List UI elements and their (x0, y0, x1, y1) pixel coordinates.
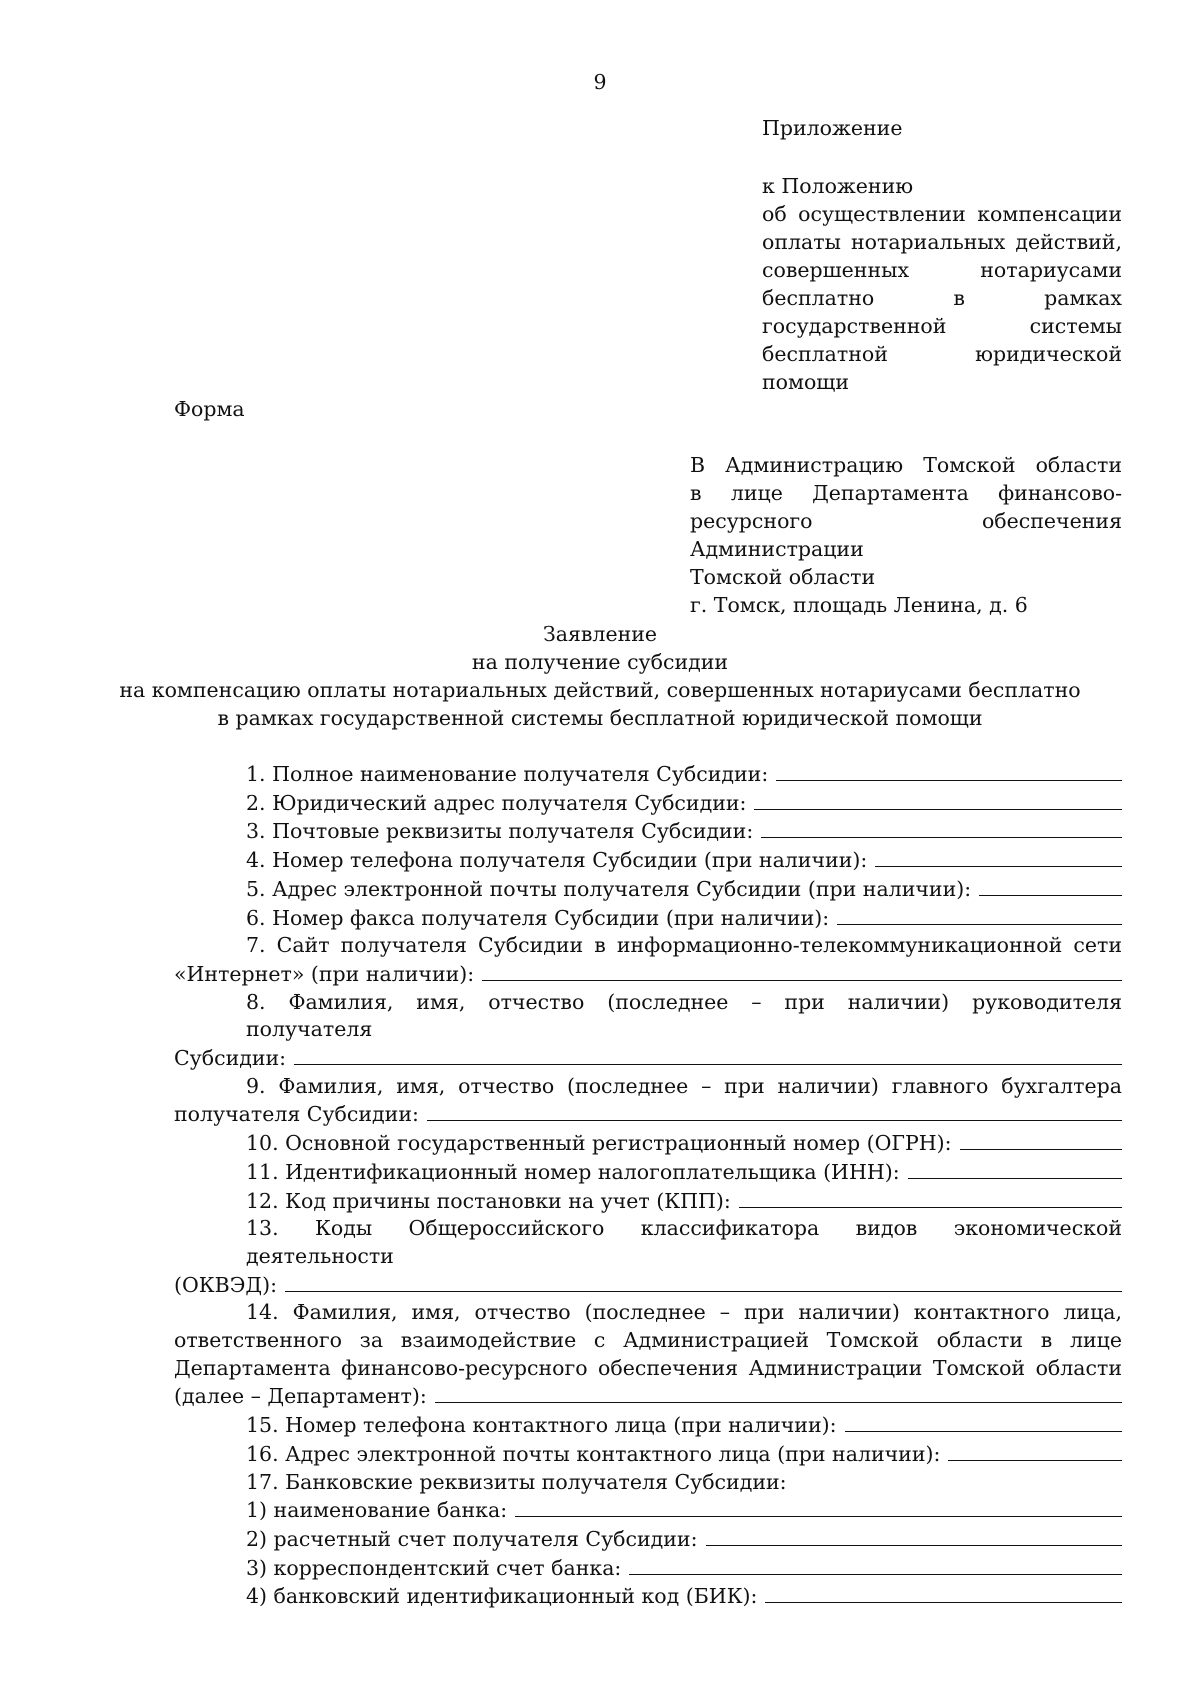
field-label: 16. Адрес электронной почты контактного лица (при наличии): (246, 1441, 941, 1466)
fill-line[interactable] (960, 1129, 1122, 1150)
field-settlement-account (174, 1525, 1122, 1554)
field-label: 3) корреспондентский счет банка: (246, 1555, 622, 1580)
field-label: 1. Полное наименование получателя Субсидии: (246, 762, 769, 786)
field-contact-label: Департамента финансово-ресурсного обеспечения Администрации Томской области (174, 1355, 1122, 1380)
fill-line[interactable] (285, 1271, 1122, 1292)
fill-line[interactable] (776, 760, 1122, 781)
field-director-label: 8. Фамилия, имя, отчество (последнее – при наличии) руководителя получателя (246, 989, 1122, 1042)
fill-line[interactable] (515, 1496, 1122, 1517)
field-label: 1) наименование банка: (246, 1498, 508, 1523)
fill-line[interactable] (765, 1582, 1122, 1603)
appendix-line: об осуществлении компенсации (762, 202, 1122, 226)
field-email (174, 875, 1122, 904)
field-okved (174, 1271, 1122, 1300)
fill-line[interactable] (979, 875, 1122, 896)
field-director (174, 1044, 1122, 1073)
field-phone (174, 846, 1122, 875)
field-website-label: 7. Сайт получателя Субсидии в информационно-телекоммуникационной сети (246, 933, 1122, 958)
field-label: 6. Номер факса получателя Субсидии (при наличии): (246, 905, 830, 930)
title-line: Заявление (542, 622, 658, 646)
fill-line[interactable] (837, 904, 1122, 925)
appendix-title: Приложение (762, 116, 903, 140)
field-website (174, 960, 1122, 989)
field-label: Субсидии: (174, 1046, 287, 1071)
fill-line[interactable] (908, 1158, 1122, 1179)
fill-line[interactable] (435, 1382, 1122, 1403)
title-line: на получение субсидии (471, 650, 729, 674)
field-okved-label: 13. Коды Общероссийского классификатора видов экономической деятельности (246, 1216, 1122, 1268)
appendix-line: бесплатной юридической помощи (762, 342, 1122, 394)
fill-line[interactable] (761, 817, 1122, 838)
field-label: 11. Идентификационный номер налогоплательщика (ИНН): (246, 1159, 900, 1184)
document-title (0, 620, 1200, 732)
fill-line[interactable] (948, 1440, 1122, 1461)
appendix-line: бесплатно в рамках (762, 286, 1122, 310)
field-bik (174, 1582, 1122, 1611)
field-corr-account (174, 1554, 1122, 1583)
field-bank-name (174, 1496, 1122, 1525)
title-line: в рамках государственной системы бесплатной юридической помощи (217, 706, 983, 730)
form-label: Форма (174, 397, 245, 421)
field-full-name (174, 760, 1122, 789)
appendix-text (762, 172, 1122, 396)
field-label: 4. Номер телефона получателя Субсидии (при наличии): (246, 848, 868, 873)
field-contact-email (174, 1440, 1122, 1469)
field-ogrn (174, 1129, 1122, 1158)
field-bank-details-heading (174, 1469, 1122, 1497)
fill-line[interactable] (845, 1411, 1122, 1432)
addressee-line: в лице Департамента финансово- (690, 481, 1122, 505)
appendix-line: совершенных нотариусами (762, 258, 1122, 282)
form-fields (174, 760, 1122, 1611)
fill-line[interactable] (706, 1525, 1123, 1546)
field-label: 12. Код причины постановки на учет (КПП): (246, 1188, 731, 1213)
title-line: на компенсацию оплаты нотариальных действий, совершенных нотариусами бесплатно (119, 678, 1081, 702)
field-fax (174, 904, 1122, 933)
page-number: 9 (593, 70, 607, 94)
addressee-line: Томской области (690, 565, 876, 589)
field-inn (174, 1158, 1122, 1187)
field-label: 17. Банковские реквизиты получателя Субсидии: (246, 1469, 787, 1494)
field-label: 15. Номер телефона контактного лица (при наличии): (246, 1413, 837, 1438)
field-contact (174, 1382, 1122, 1411)
field-label: 5. Адрес электронной почты получателя Субсидии (при наличии): (246, 876, 972, 901)
fill-line[interactable] (629, 1554, 1122, 1575)
field-label: 2) расчетный счет получателя Субсидии: (246, 1526, 698, 1551)
field-postal-details (174, 817, 1122, 846)
field-label: 10. Основной государственный регистрационный номер (ОГРН): (246, 1131, 952, 1156)
fill-line[interactable] (875, 846, 1122, 867)
field-contact-label: ответственного за взаимодействие с Администрацией Томской области в лице (174, 1328, 1122, 1353)
fill-line[interactable] (482, 960, 1122, 981)
field-label: (далее – Департамент): (174, 1384, 427, 1409)
field-accountant (174, 1100, 1122, 1129)
field-label: 2. Юридический адрес получателя Субсидии: (246, 790, 747, 815)
field-label: (ОКВЭД): (174, 1272, 277, 1297)
appendix-line: оплаты нотариальных действий, (762, 230, 1122, 254)
fill-line[interactable] (427, 1100, 1122, 1121)
field-contact-label: 14. Фамилия, имя, отчество (последнее – при наличии) контактного лица, (246, 1300, 1122, 1325)
field-label: 4) банковский идентификационный код (БИК): (246, 1584, 758, 1609)
fill-line[interactable] (754, 789, 1122, 810)
field-legal-address (174, 789, 1122, 818)
fill-line[interactable] (739, 1187, 1122, 1208)
addressee-block (690, 451, 1122, 619)
addressee-line: В Администрацию Томской области (690, 453, 1122, 477)
addressee-line: ресурсного обеспечения Администрации (690, 509, 1122, 561)
appendix-line: к Положению (762, 174, 914, 198)
field-label: «Интернет» (при наличии): (174, 961, 475, 986)
field-label: получателя Субсидии: (174, 1102, 419, 1127)
appendix-line: государственной системы (762, 314, 1122, 338)
addressee-line: г. Томск, площадь Ленина, д. 6 (690, 593, 1028, 617)
field-kpp (174, 1187, 1122, 1216)
field-contact-phone (174, 1411, 1122, 1440)
fill-line[interactable] (294, 1044, 1122, 1065)
field-label: 3. Почтовые реквизиты получателя Субсидии: (246, 819, 754, 844)
field-accountant-label: 9. Фамилия, имя, отчество (последнее – при наличии) главного бухгалтера (246, 1073, 1122, 1098)
